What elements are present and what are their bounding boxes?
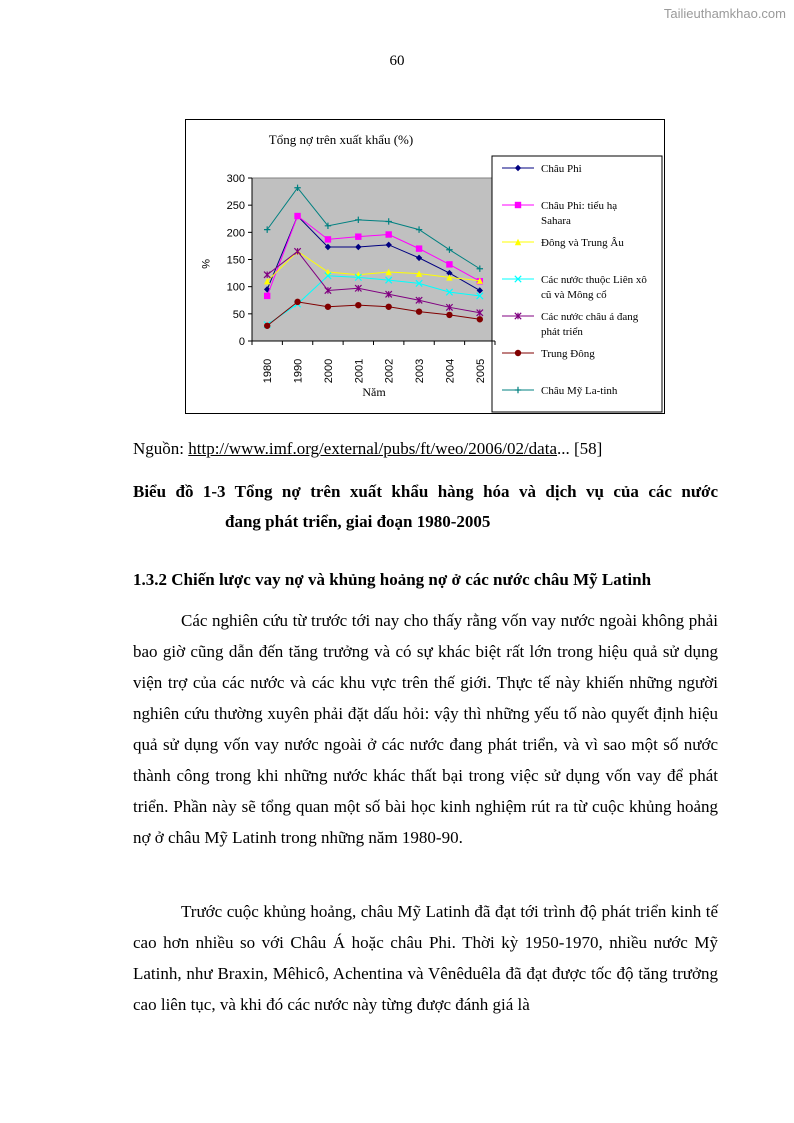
data-point <box>325 236 331 242</box>
caption-line-1: Biểu đồ 1-3 Tổng nợ trên xuất khẩu hàng hóa và dịch vụ của các nước <box>133 482 718 501</box>
legend-label-line: Châu Phi <box>541 163 582 175</box>
legend-label-line: Các nước châu á đang <box>541 311 639 323</box>
y-tick-label: 0 <box>238 336 245 348</box>
data-point <box>355 233 361 239</box>
chart-title: Tổng nợ trên xuất khẩu (%) <box>268 132 414 147</box>
x-tick-label: 2001 <box>353 358 366 384</box>
body-paragraph-2 <box>133 896 718 1020</box>
paragraph-text: Trước cuộc khủng hoảng, châu Mỹ Latinh đã đạt tới trình độ phát triển kinh tế cao hơn nhiều so với Châu Á hoặc châu Phi. Thời kỳ 1950-1970, nhiều nước Mỹ Latinh, như Braxin, Mêhicô, Achentina và Vênêduêla đã đạt được tốc độ tăng trưởng cao liên tục, và khi đó các nước này từng được đánh giá là <box>133 902 718 1014</box>
watermark: Tailieuthamkhao.com <box>663 6 786 21</box>
y-tick-label: 100 <box>226 281 245 294</box>
source-suffix: ... [58] <box>557 439 603 458</box>
data-point <box>264 293 270 299</box>
legend-marker <box>515 350 521 356</box>
legend-marker <box>515 202 521 208</box>
data-point <box>416 245 422 251</box>
data-point <box>325 304 331 310</box>
data-point <box>477 316 483 322</box>
legend-label-line: Sahara <box>541 215 571 227</box>
source-prefix: Nguồn: <box>133 439 189 458</box>
x-tick-label: 2004 <box>444 358 457 384</box>
x-tick-label: 2000 <box>322 358 335 384</box>
x-tick-label: 2002 <box>383 358 396 384</box>
figure-caption <box>133 482 718 532</box>
chart <box>186 120 664 413</box>
legend-label-line: Đông và Trung Âu <box>541 237 624 249</box>
legend-label-line: phát triển <box>541 326 583 338</box>
x-tick-label: 2003 <box>414 358 427 384</box>
data-point <box>385 231 391 237</box>
data-point <box>446 261 452 267</box>
y-axis-label: % <box>199 259 211 269</box>
x-axis-label: Năm <box>362 385 386 399</box>
data-point <box>385 304 391 310</box>
legend-label-line: Trung Đông <box>541 348 595 360</box>
legend-label-line: Các nước thuộc Liên xô <box>541 274 647 286</box>
y-tick-label: 150 <box>226 254 245 267</box>
section-heading: 1.3.2 Chiến lược vay nợ và khủng hoảng nợ ở các nước châu Mỹ Latinh <box>133 570 652 589</box>
data-point <box>264 323 270 329</box>
legend-label <box>541 385 618 397</box>
caption-line-2: đang phát triển, giai đoạn 1980-2005 <box>225 512 491 531</box>
page-number: 60 <box>389 53 405 69</box>
chart-figure <box>185 119 665 414</box>
x-tick-label: 2005 <box>474 358 487 384</box>
y-tick-label: 200 <box>226 227 245 240</box>
paragraph-text: Các nghiên cứu từ trước tới nay cho thấy rằng vốn vay nước ngoài không phải bao giờ cũng dẫn đến tăng trưởng và có sự khác biệt rất lớn trong hiệu quả sử dụng viện trợ của các nước và các khu vực trên thế giới. Thực tế này khiến những người nghiên cứu thường xuyên phải đặt dấu hỏi: vậy thì những yếu tố nào quyết định hiệu quả sử dụng vốn vay nước ngoài ở các nước đang phát triển, và vì sao một số nước thành công trong khi những nước khác thất bại trong việc sử dụng vốn vay để phát triển. Phần này sẽ tổng quan một số bài học kinh nghiệm rút ra từ cuộc khủng hoảng nợ ở châu Mỹ Latinh trong những năm 1980-90. <box>133 611 718 847</box>
source-citation <box>133 439 602 459</box>
data-point <box>294 213 300 219</box>
x-tick-label: 1980 <box>262 358 275 384</box>
legend-label-line: Châu Mỹ La-tinh <box>541 385 618 397</box>
data-point <box>355 302 361 308</box>
body-paragraph-1 <box>133 605 718 853</box>
legend-label <box>541 163 582 175</box>
legend-label-line: Châu Phi: tiểu hạ <box>541 200 618 212</box>
y-tick-label: 50 <box>232 308 245 321</box>
legend-label <box>541 237 624 249</box>
data-point <box>446 312 452 318</box>
y-tick-label: 250 <box>226 200 245 213</box>
legend-label <box>541 348 595 360</box>
x-tick-label: 1990 <box>292 358 305 384</box>
data-point <box>294 299 300 305</box>
legend-label-line: cũ và Mông cổ <box>541 289 607 301</box>
y-tick-label: 300 <box>226 173 245 185</box>
data-point <box>416 308 422 314</box>
source-link[interactable]: http://www.imf.org/external/pubs/ft/weo/2006/02/data <box>188 439 557 458</box>
